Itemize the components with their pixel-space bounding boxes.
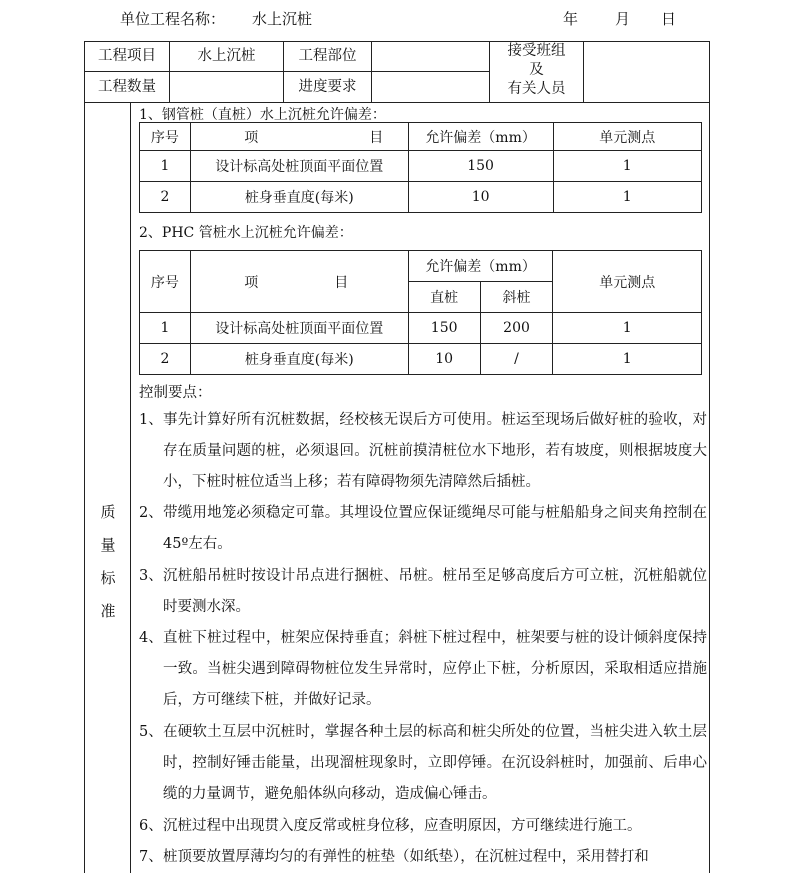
col-seq-header-2: 序号: [140, 251, 191, 313]
year-label: 年: [563, 10, 579, 28]
col-points-header: 单元测点: [553, 123, 702, 151]
point-text: 在硬软土互层中沉桩时，掌握各种土层的标高和桩尖所处的位置，当桩尖进入软土层时，控制好锤击能量，出现溜桩现象时，立即停锤。在沉设斜桩时，加强前、后串心缆的力量调节，避免船体纵向移动，造成偏心锤击。: [163, 724, 707, 802]
side-char-4: 准: [100, 602, 116, 620]
s2-row2-seq: 2: [140, 344, 191, 375]
point-number: 7、: [139, 849, 163, 865]
point-number: 2、: [139, 505, 163, 521]
project-part-label: 工程部位: [298, 48, 357, 64]
section2-table: [139, 250, 702, 375]
col-seq-header: 序号: [140, 123, 191, 151]
receiver-line-2: 及: [529, 62, 544, 78]
month-label: 月: [615, 10, 631, 28]
point-text: 沉桩过程中出现贯入度反常或桩身位移，应查明原因，方可继续进行施工。: [163, 818, 642, 834]
point-text: 事先计算好所有沉桩数据，经校核无误后方可使用。桩运至现场后做好桩的验收，对存在质量问题的桩，必须退回。沉桩前摸清桩位水下地形，若有坡度，则根据坡度大小，下桩时桩位适当上移；若有障碍物须先清障然后插桩。: [163, 412, 707, 490]
control-title: 控制要点：: [139, 385, 212, 401]
col-item-header-2b: 目: [334, 274, 349, 291]
table-row: [140, 344, 702, 375]
info-col-3: [371, 41, 372, 102]
project-item-label: 工程项目: [98, 48, 156, 64]
progress-label: 进度要求: [298, 79, 357, 95]
row2-points: 1: [553, 182, 702, 213]
point-text: 带缆用地笼必须稳定可靠。其埋设位置应保证缆绳尽可能与桩船船身之间夹角控制在45º左右。: [163, 505, 707, 552]
control-point-5: [139, 717, 707, 810]
receiver-line-1: 接受班组: [507, 43, 566, 59]
point-text: 桩顶要放置厚薄均匀的有弹性的桩垫（如纸垫），在沉桩过程中，采用替打和: [163, 849, 649, 865]
side-char-2: 量: [100, 536, 116, 554]
row1-seq: 1: [140, 151, 191, 182]
table-row: [140, 182, 702, 213]
day-label: 日: [661, 10, 677, 28]
point-text: 沉桩船吊桩时按设计吊点进行捆桩、吊桩。桩吊至足够高度后方可立桩，沉桩船就位时要测水深。: [163, 568, 707, 615]
control-point-7: [139, 842, 707, 873]
table-row: [140, 151, 702, 182]
point-number: 3、: [139, 568, 163, 584]
info-mid-line: [84, 71, 489, 72]
col-item-header: [190, 123, 408, 151]
control-point-2: [139, 498, 707, 560]
row1-points: 1: [553, 151, 702, 182]
row2-seq: 2: [140, 182, 191, 213]
point-text: 直桩下桩过程中，桩架应保持垂直；斜桩下桩过程中，桩架要与桩的设计倾斜度保持一致。当桩尖遇到障碍物桩位发生异常时，应停止下桩，分析原因，采取相适应措施后，方可继续下桩，并做好记录。: [163, 630, 707, 708]
s2-row2-straight: 10: [408, 344, 480, 375]
unit-name-value: 水上沉桩: [252, 10, 313, 28]
s2-row1-straight: 150: [408, 313, 480, 344]
row1-item: 设计标高处桩顶面平面位置: [190, 151, 408, 182]
row2-tolerance: 10: [408, 182, 553, 213]
quantity-label: 工程数量: [98, 79, 156, 95]
col-item-header-a: 项: [244, 129, 259, 146]
row2-item: 桩身垂直度(每米): [190, 182, 408, 213]
side-char-3: 标: [100, 569, 116, 587]
frame-top: [84, 41, 710, 42]
control-point-1: [139, 405, 707, 498]
s2-row1-item: 设计标高处桩顶面平面位置: [190, 313, 408, 344]
section1-table: [139, 122, 702, 213]
info-col-5: [583, 41, 584, 102]
side-column-line: [130, 102, 131, 873]
quality-standard-label: [86, 496, 130, 628]
point-number: 4、: [139, 630, 163, 646]
point-number: 5、: [139, 724, 163, 740]
s2-row2-raked: /: [480, 344, 553, 375]
col-points-header-2: 单元测点: [553, 251, 702, 313]
s2-row1-points: 1: [553, 313, 702, 344]
info-bottom-line: [84, 102, 710, 103]
s2-row2-points: 1: [553, 344, 702, 375]
unit-name-label: 单位工程名称：: [120, 10, 226, 28]
point-number: 6、: [139, 818, 163, 834]
section1-header-row: [140, 123, 702, 151]
section2-title: 2、PHC 管桩水上沉桩允许偏差：: [139, 225, 353, 241]
control-point-4: [139, 623, 707, 716]
s2-row1-seq: 1: [140, 313, 191, 344]
control-point-3: [139, 561, 707, 623]
frame-left: [84, 41, 85, 873]
s2-row2-item: 桩身垂直度(每米): [190, 344, 408, 375]
col-raked-pile: 斜桩: [480, 282, 553, 313]
col-item-header-2a: 项: [244, 274, 259, 291]
col-straight-pile: 直桩: [408, 282, 480, 313]
table-row: [140, 313, 702, 344]
col-item-header-2: [190, 251, 408, 313]
project-item-value: 水上沉桩: [197, 48, 256, 64]
s2-row1-raked: 200: [480, 313, 553, 344]
col-item-header-b: 目: [369, 129, 384, 146]
control-point-6: [139, 811, 707, 842]
point-number: 1、: [139, 412, 163, 428]
row1-tolerance: 150: [408, 151, 553, 182]
section1-title: 1、钢管桩（直桩）水上沉桩允许偏差：: [139, 107, 386, 123]
side-char-1: 质: [100, 503, 116, 521]
col-tolerance-header: 允许偏差（mm）: [408, 123, 553, 151]
frame-right: [709, 41, 710, 873]
receiver-label: [490, 42, 583, 99]
receiver-line-3: 有关人员: [507, 81, 566, 97]
col-tolerance-header-2: 允许偏差（mm）: [408, 251, 553, 282]
section2-header-row: [140, 251, 702, 282]
